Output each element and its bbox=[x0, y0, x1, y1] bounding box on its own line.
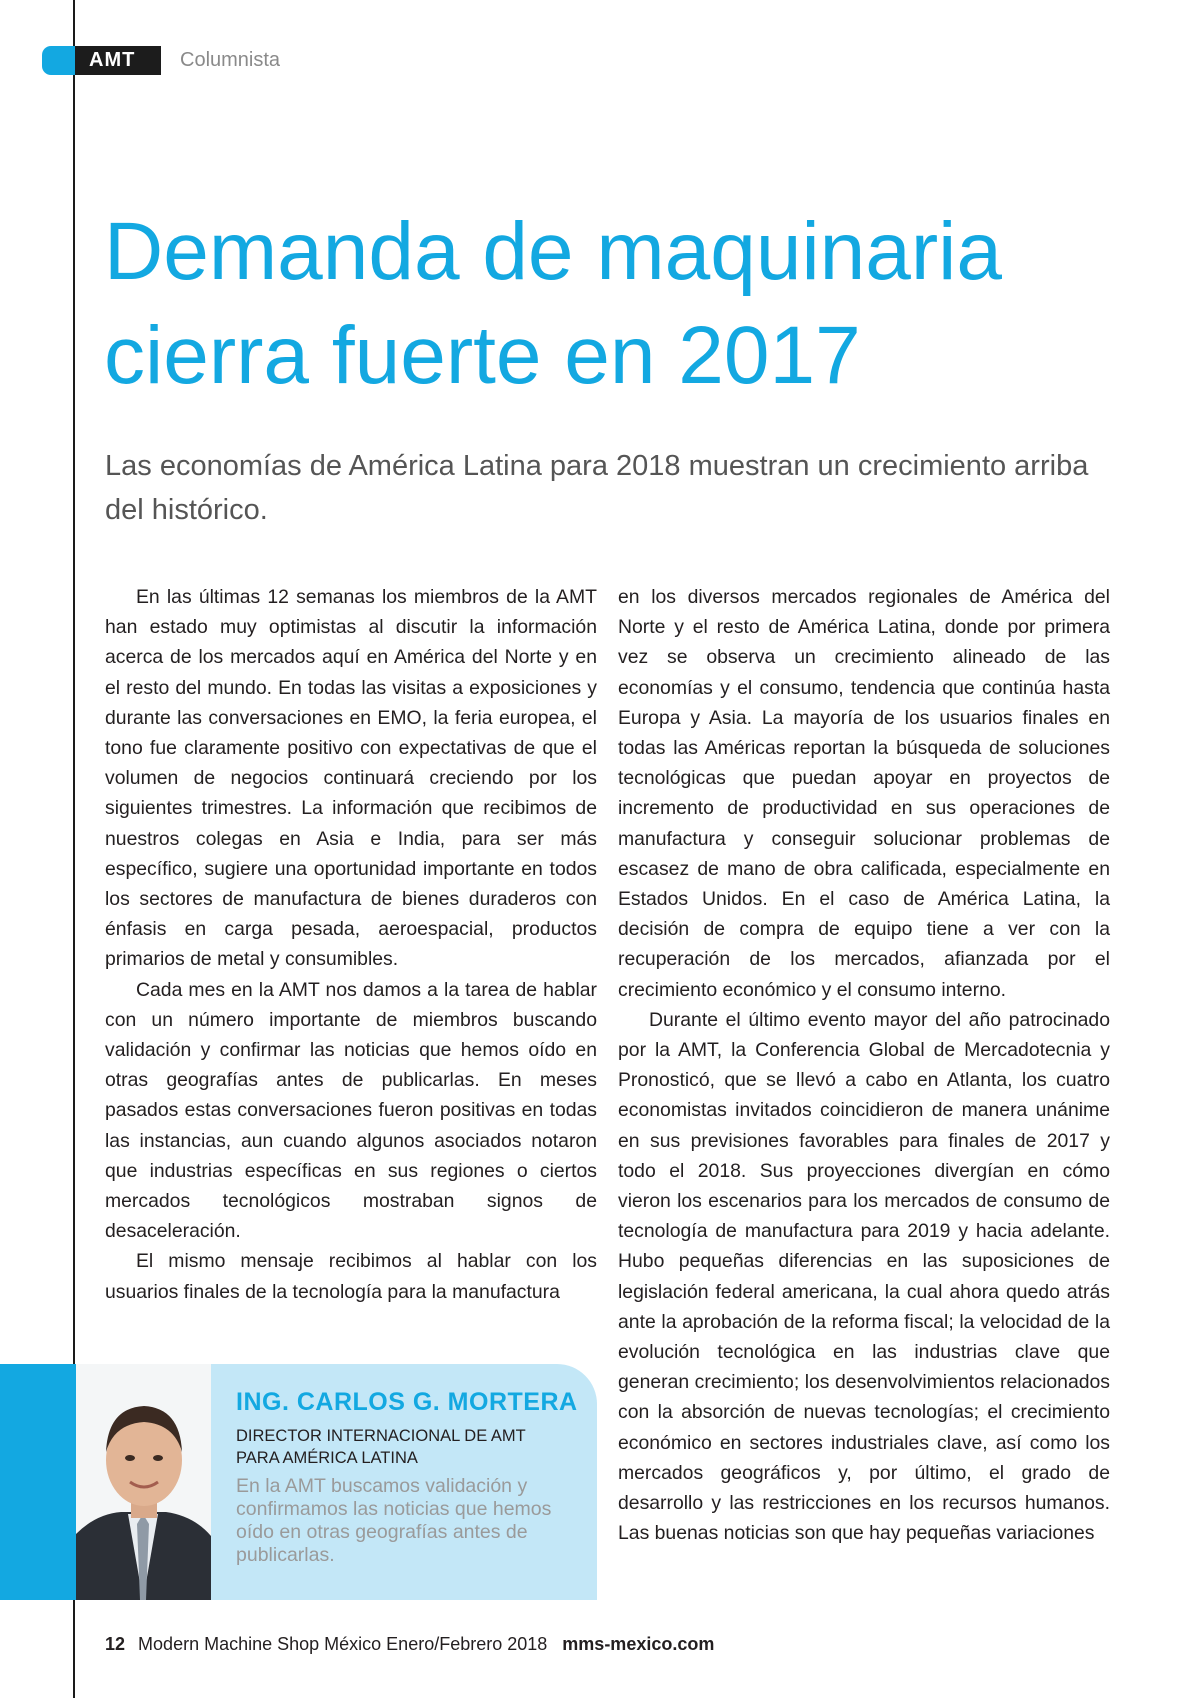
pull-quote: En la AMT buscamos validación y confirmamos las noticias que hemos oído en otras geografías antes de publicarlas. bbox=[236, 1475, 552, 1566]
columnist-box bbox=[76, 1364, 597, 1600]
columnist-accent-bar bbox=[0, 1364, 76, 1600]
columnist-role bbox=[236, 1425, 581, 1469]
paragraph: en los diversos mercados regionales de América del Norte y el resto de América Latina, donde por primera vez se observa un crecimiento alineado de las economías y el consumo, tendencia que continúa hasta Europa y Asia. La mayoría de los usuarios finales en todas las Américas reportan la búsqueda de soluciones tecnológicas que puedan apoyar en proyectos de incremento de productividad en sus operaciones de manufactura y conseguir solucionar problemas de escasez de mano de obra calificada, especialmente en Estados Unidos. En el caso de América Latina, la decisión de compra de equipo tiene a ver con la recuperación de los mercados, afianzada por el crecimiento económico y el consumo interno. bbox=[618, 586, 1110, 1001]
title-line-2: cierra fuerte en 2017 bbox=[104, 310, 861, 401]
page-number: 12 bbox=[105, 1634, 126, 1654]
header-tag: AMT bbox=[75, 46, 161, 75]
paragraph: El mismo mensaje recibimos al hablar con los usuarios finales de la tecnología para la manufactura bbox=[105, 1250, 597, 1303]
paragraph: Cada mes en la AMT nos damos a la tarea de hablar con un número importante de miembros buscando validación y confirmar las noticias que hemos oído en otras geografías antes de publicarlas. En meses pasados estas conversaciones fueron positivas en todas las instancias, aun cuando algunos asociados notaron que industrias específicas en sus regiones o ciertos mercados tecnológicos mostraban signos de desaceleración. bbox=[105, 978, 597, 1243]
body-column-right bbox=[618, 582, 1110, 1549]
section-label: Columnista bbox=[180, 49, 281, 71]
columnist-name: ING. CARLOS G. MORTERA bbox=[236, 1388, 578, 1416]
columnist-photo bbox=[76, 1364, 211, 1600]
page-footer bbox=[105, 1634, 714, 1655]
paragraph: Durante el último evento mayor del año patrocinado por la AMT, la Conferencia Global de Mercadotecnia y Pronosticó, que se llevó a cabo en Atlanta, los cuatro economistas invitados coincidieron de manera unánime en sus previsiones favorables para finales de 2017 y todo el 2018. Sus proyecciones divergían en cómo vieron los escenarios para los mercados de consumo de tecnología de manufactura para 2019 y hacia adelante. Hubo pequeñas diferencias en las suposiciones de legislación federal americana, la cual ahora quedo atrás ante la aprobación de la reforma fiscal; la velocidad de la evolución tecnológica en las industrias clave que generan crecimiento; los desenvolvimientos relacionados con la absorción de nuevas tecnologías; el crecimiento económico en sectores industriales clave, así como los mercados geográficos y, por último, el grado de desarrollo y las restricciones en los recursos humanos. Las buenas noticias son que hay pequeñas variaciones bbox=[618, 1008, 1110, 1545]
body-column-left bbox=[105, 582, 597, 1307]
paragraph: En las últimas 12 semanas los miembros de la AMT han estado muy optimistas al discutir la información acerca de los mercados aquí en América del Norte y en el resto del mundo. En todas las visitas a exposiciones y durante las conversaciones en EMO, la feria europea, el tono fue claramente positivo con expectativas de que el volumen de negocios continuará creciendo por los siguientes trimestres. La información que recibimos de nuestros colegas en Asia e India, para ser más específico, sugiere una oportunidad importante en todos los sectores de manufactura de bienes duraderos con énfasis en carga pesada, aeroespacial, productos primarios de metal y consumibles. bbox=[105, 586, 597, 971]
title-line-1: Demanda de maquinaria bbox=[104, 206, 1002, 297]
role-line-1: DIRECTOR INTERNACIONAL DE AMT bbox=[236, 1427, 526, 1445]
columnist-info bbox=[236, 1388, 581, 1567]
role-line-2: PARA AMÉRICA LATINA bbox=[236, 1449, 418, 1467]
portrait-illustration bbox=[76, 1364, 211, 1600]
article-title bbox=[104, 200, 1104, 408]
header-accent-tab bbox=[42, 46, 75, 75]
article-subtitle: Las economías de América Latina para 2018 muestran un crecimiento arriba del histórico. bbox=[105, 450, 1089, 526]
publication-info: Modern Machine Shop México Enero/Febrero 2018 bbox=[138, 1634, 548, 1654]
website-link[interactable]: mms-mexico.com bbox=[562, 1634, 715, 1654]
